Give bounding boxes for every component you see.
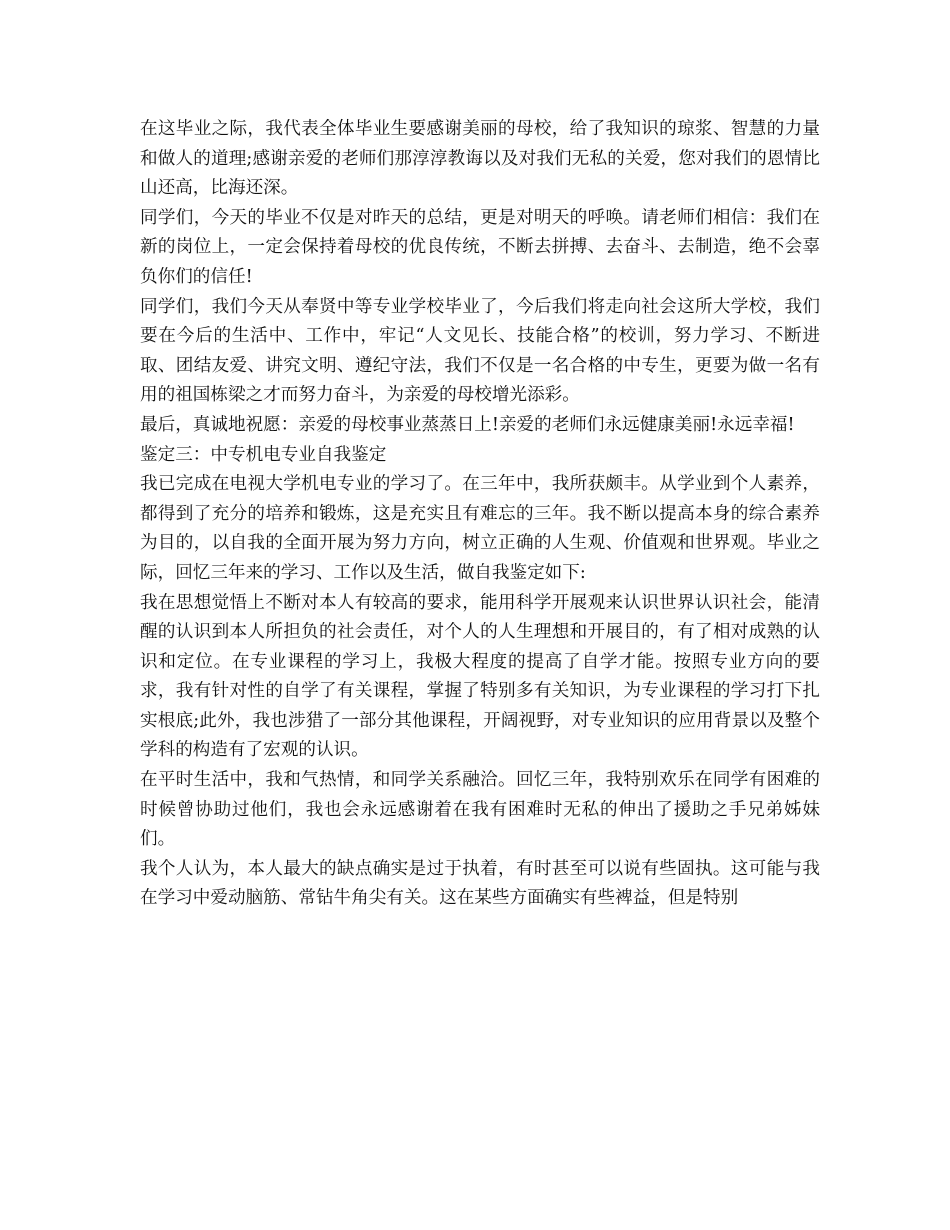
paragraph-final-wishes: 最后，真诚地祝愿：亲爱的母校事业蒸蒸日上!亲爱的老师们永远健康美丽!永远幸福! [140,414,795,435]
paragraph-thanks-school: 在这毕业之际，我代表全体毕业生要感谢美丽的母校，给了我知识的琼浆、智慧的力量和做人的道理;感谢亲爱的老师们那淳淳教诲以及对我们无私的关爱，您对我们的恩情比山还高，比海还深。 [140,119,820,199]
paragraph-promise-teachers: 同学们，今天的毕业不仅是对昨天的总结，更是对明天的呼唤。请老师们相信：我们在新的岗位上，一定会保持着母校的优良传统，不断去拼搏、去奋斗、去制造，绝不会辜负你们的信任! [140,207,820,287]
paragraph-thought-and-study: 我在思想觉悟上不断对本人有较高的要求，能用科学开展观来认识世界认识社会，能清醒的认识到本人所担负的社会责任，对个人的人生理想和开展目的，有了相对成熟的认识和定位。在专业课程的学习上，我极大程度的提高了自学才能。按照专业方向的要求，我有针对性的自学了有关课程，掌握了特别多有关知识，为专业课程的学习打下扎实根底;此外，我也涉猎了一部分其他课程，开阔视野，对专业知识的应用背景以及整个学科的构造有了宏观的认识。 [140,592,820,761]
paragraph-daily-life: 在平时生活中，我和气热情，和同学关系融洽。回忆三年，我特别欢乐在同学有困难的时候曾协助过他们，我也会永远感谢着在我有困难时无私的伸出了援助之手兄弟姊妹们。 [140,770,820,850]
document-body [140,115,820,914]
paragraph-study-summary: 我已完成在电视大学机电专业的学习了。在三年中，我所获颇丰。从学业到个人素养，都得到了充分的培养和锻炼，这是充实且有难忘的三年。我不断以提高本身的综合素养为目的，以自我的全面开展为努力方向，树立正确的人生观、价值观和世界观。毕业之际，回忆三年来的学习、工作以及生活，做自我鉴定如下: [140,474,820,583]
paragraph-school-motto: 同学们，我们今天从奉贤中等专业学校毕业了，今后我们将走向社会这所大学校，我们要在今后的生活中、工作中，牢记“人文见长、技能合格”的校训，努力学习、不断进取、团结友爱、讲究文明、遵纪守法，我们不仅是一名合格的中专生，更要为做一名有用的祖国栋梁之才而努力奋斗，为亲爱的母校增光添彩。 [140,296,820,406]
section-heading: 鉴定三：中专机电专业自我鉴定 [140,444,387,465]
paragraph-shortcomings: 我个人认为，本人最大的缺点确实是过于执着，有时甚至可以说有些固执。这可能与我在学习中爱动脑筋、常钻牛角尖有关。这在某些方面确实有些裨益，但是特别 [140,858,820,909]
